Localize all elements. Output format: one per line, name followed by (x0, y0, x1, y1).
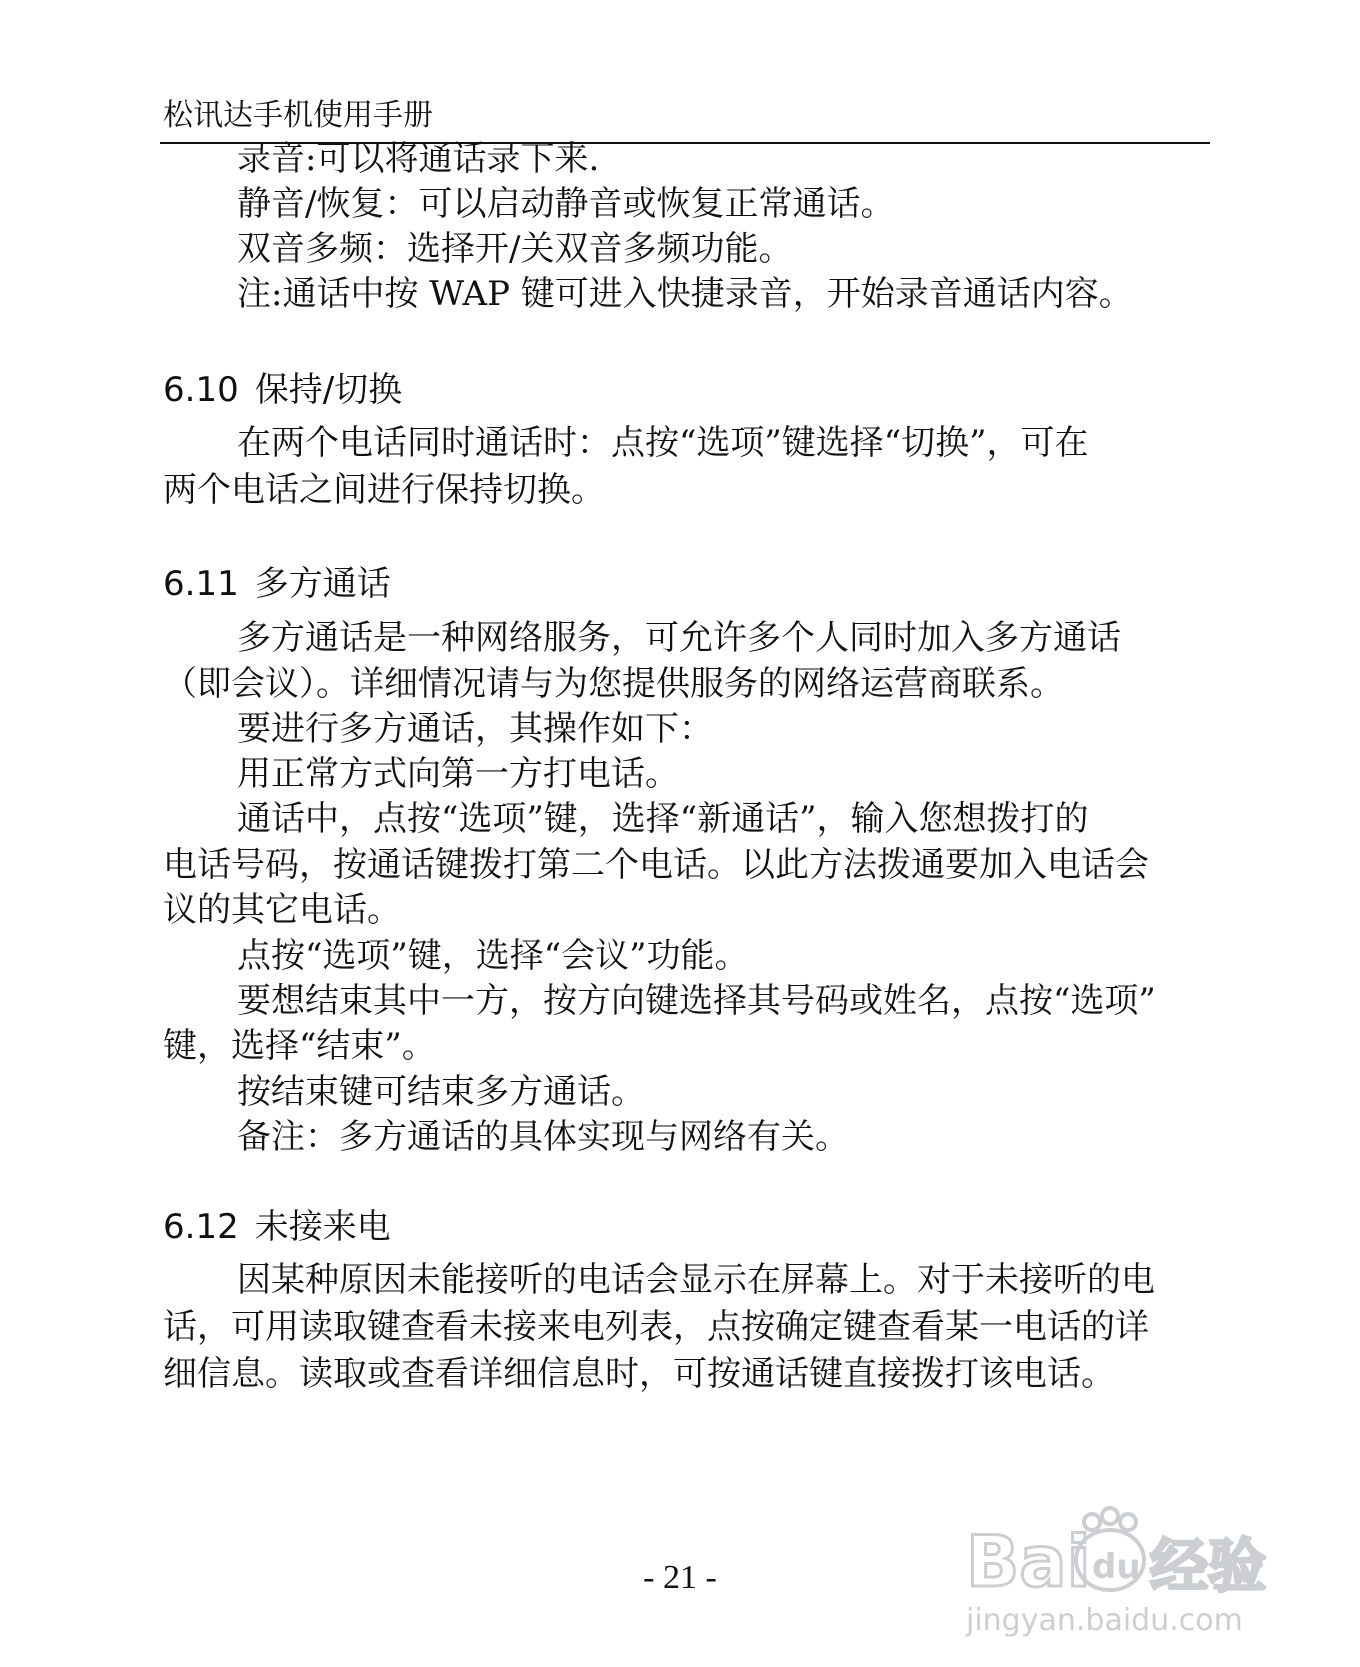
section-heading-6-10 (163, 368, 402, 412)
page-number: - 21 - (643, 1559, 717, 1596)
paragraph-line: 要想结束其中一方，按方向键选择其号码或姓名，点按“选项” (237, 981, 1156, 1021)
section-title: 多方通话 (254, 564, 391, 604)
paragraph-line: 两个电话之间进行保持切换。 (163, 470, 605, 510)
section-heading-6-11 (163, 562, 391, 606)
intro-line: 双音多频：选择开/关双音多频功能。 (237, 229, 793, 269)
section-title: 保持/切换 (254, 370, 403, 410)
paragraph-line: 议的其它电话。 (163, 890, 401, 930)
svg-text:du: du (1092, 1547, 1141, 1587)
page-header-title: 松讯达手机使用手册 (163, 98, 433, 133)
paragraph-line: 按结束键可结束多方通话。 (237, 1072, 645, 1112)
section-number: 6.11 (163, 564, 239, 604)
paragraph-line: 在两个电话同时通话时：点按“选项”键选择“切换”，可在 (237, 423, 1089, 463)
paragraph-line: 备注：多方通话的具体实现与网络有关。 (237, 1117, 849, 1157)
paragraph-line: 要进行多方通话，其操作如下： (237, 709, 713, 749)
svg-text:经验: 经验 (1150, 1532, 1267, 1600)
section-heading-6-12 (163, 1205, 391, 1249)
svg-text:Bai: Bai (966, 1521, 1091, 1603)
section-title: 未接来电 (254, 1207, 391, 1247)
paragraph-line: 因某种原因未能接听的电话会显示在屏幕上。对于未接听的电 (237, 1260, 1155, 1300)
paragraph-line: 用正常方式向第一方打电话。 (237, 754, 679, 794)
paragraph-line: 细信息。读取或查看详细信息时，可按通话键直接拨打该电话。 (163, 1354, 1115, 1394)
intro-line: 录音:可以将通话录下来. (237, 139, 600, 179)
intro-line: 注:通话中按 WAP 键可进入快捷录音，开始录音通话内容。 (237, 274, 1133, 314)
svg-text:jingyan.baidu.com: jingyan.baidu.com (966, 1603, 1243, 1638)
intro-line: 静音/恢复：可以启动静音或恢复正常通话。 (237, 184, 895, 224)
paragraph-line: 键，选择“结束”。 (163, 1026, 436, 1066)
paragraph-line: （即会议）。详细情况请与为您提供服务的网络运营商联系。 (163, 664, 1064, 704)
section-number: 6.12 (163, 1207, 239, 1247)
paragraph-line: 点按“选项”键，选择“会议”功能。 (237, 936, 749, 976)
paragraph-line: 话，可用读取键查看未接来电列表，点按确定键查看某一电话的详 (163, 1307, 1149, 1347)
paragraph-line: 多方通话是一种网络服务，可允许多个人同时加入多方通话 (237, 618, 1121, 658)
section-number: 6.10 (163, 370, 239, 410)
paragraph-line: 电话号码，按通话键拨打第二个电话。以此方法拨通要加入电话会 (163, 845, 1149, 885)
paragraph-line: 通话中，点按“选项”键，选择“新通话”，输入您想拨打的 (237, 799, 1089, 839)
baidu-jingyan-watermark (960, 1500, 1290, 1640)
